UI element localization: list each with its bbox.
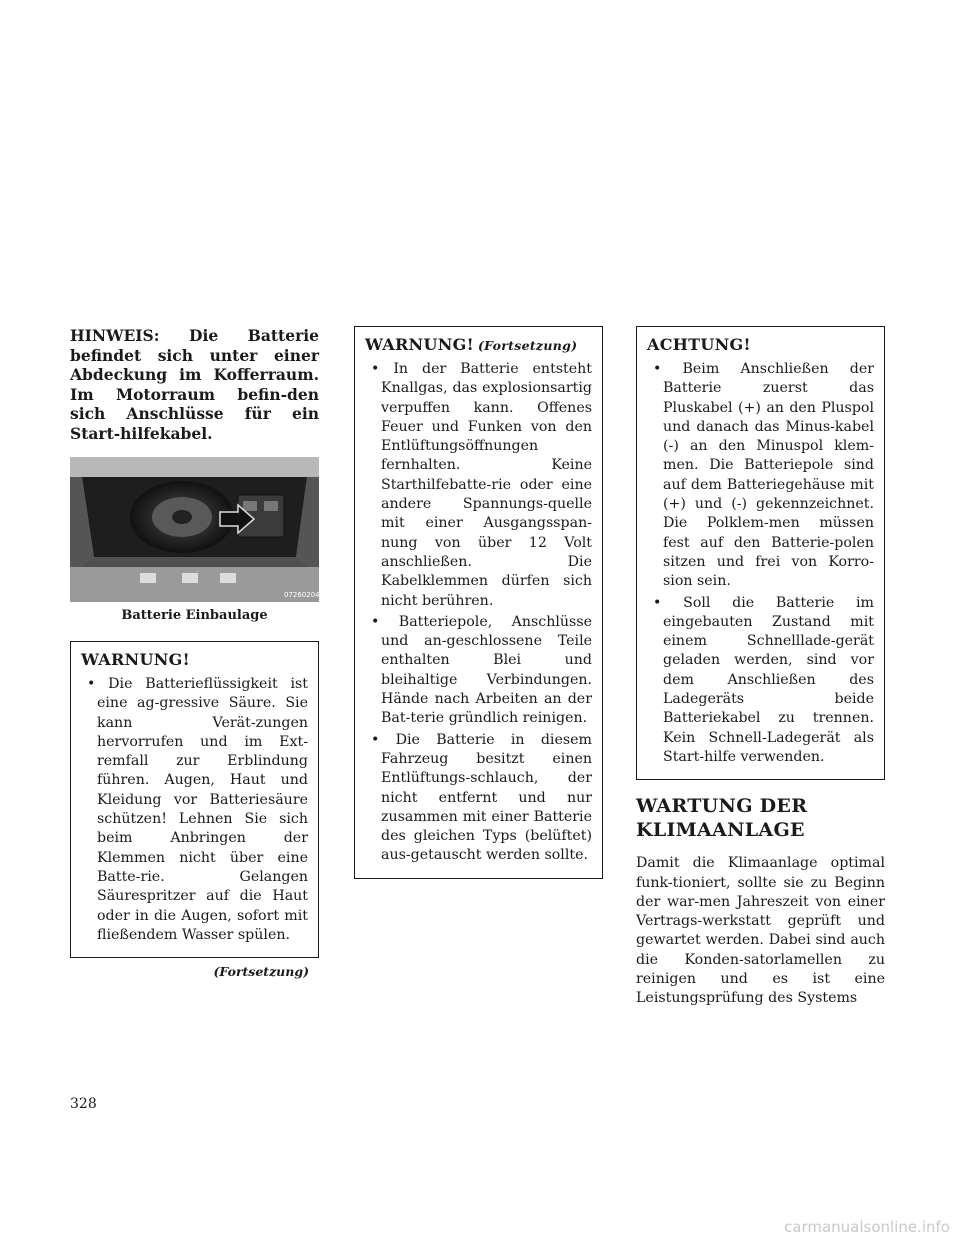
warning-title <box>365 335 592 354</box>
list-item: • Batteriepole, Anschlüsse und an-geschlossene Teile enthalten Blei und bleihaltige Verbindungen. Hände nach Arbeiten an der Bat-terie gründlich reinigen. <box>365 613 592 729</box>
warning-title: WARNUNG! <box>81 650 190 669</box>
section-heading-line2: KLIMAANLAGE <box>636 819 805 842</box>
note-paragraph: HINWEIS: Die Batterie befindet sich unter einer Abdeckung im Kofferraum. Im Motorraum befin-den sich Anschlüsse für ein Start-hilfekabel. <box>70 326 319 443</box>
warning-list <box>81 675 308 945</box>
warning-title-text: WARNUNG! <box>365 335 474 354</box>
continued-label: (Fortsetzung) <box>213 964 309 980</box>
column-middle <box>354 326 603 879</box>
warning-box-continued <box>354 326 603 879</box>
list-item: • Beim Anschließen der Batterie zuerst das Pluskabel (+) an den Pluspol und danach das Minus-kabel (-) an den Minuspol klem-men. Die Batteriepole sind auf dem Batteriegehäuse mit (+) und (-) gekennzeichnet. Die Polklem-men müssen fest auf den Batterie-polen sitzen und frei von Korro-sion sein. <box>647 360 874 592</box>
trunk-battery-photo <box>70 457 325 602</box>
list-item: • In der Batterie entsteht Knallgas, das explosionsartig verpuffen kann. Offenes Feuer und Funken von den Entlüftungsöffnungen fernhalten. Keine Starthilfebatte-rie oder eine andere Spannungs-quelle mit einer Ausgangsspan-nung von über 12 Volt anschließen. Die Kabelklemmen dürfen sich nicht berühren. <box>365 360 592 611</box>
warning-list <box>365 360 592 866</box>
caution-box <box>636 326 885 780</box>
section-heading-line1: WARTUNG DER <box>636 795 808 818</box>
continued-label: (Fortsetzung) <box>477 338 578 353</box>
column-right <box>636 326 885 1009</box>
list-item: • Soll die Batterie im eingebauten Zustand mit einem Schnelllade-gerät geladen werden, sind vor dem Anschließen des Ladegeräts beide Batteriekabel zu trennen. Kein Schnell-Ladegerät als Start-hilfe verwenden. <box>647 594 874 768</box>
warning-box <box>70 641 319 958</box>
figure-code: 072602046 <box>284 591 325 599</box>
section-heading <box>636 794 885 842</box>
watermark: carmanualsonline.info <box>784 1218 950 1236</box>
figure-caption: Batterie Einbaulage <box>121 608 268 623</box>
page-number: 328 <box>70 1096 97 1112</box>
caution-list <box>647 360 874 767</box>
body-paragraph: Damit die Klimaanlage optimal funk-tioniert, sollte sie zu Beginn der war-men Jahreszeit von einer Vertrags-werkstatt geprüft und gewartet werden. Dabei sind auch die Konden-satorlamellen zu reinigen und es ist eine Leistungsprüfung des Systems <box>636 855 885 1007</box>
caution-title: ACHTUNG! <box>647 335 751 354</box>
column-left <box>70 326 325 980</box>
list-item: • Die Batterieflüssigkeit ist eine ag-gressive Säure. Sie kann Verät-zungen hervorrufen und im Ext-remfall zur Erblindung führen. Augen, Haut und Kleidung vor Batteriesäure schützen! Lehnen Sie sich beim Anbringen der Klemmen nicht über eine Batte-rie. Gelangen Säurespritzer auf die Haut oder in die Augen, sofort mit fließendem Wasser spülen. <box>81 675 308 945</box>
list-item: • Die Batterie in diesem Fahrzeug besitzt einen Entlüftungs-schlauch, der nicht entfernt und nur zusammen mit einer Batterie des gleichen Typs (belüftet) aus-getauscht werden sollte. <box>365 731 592 866</box>
battery-figure <box>70 457 325 623</box>
